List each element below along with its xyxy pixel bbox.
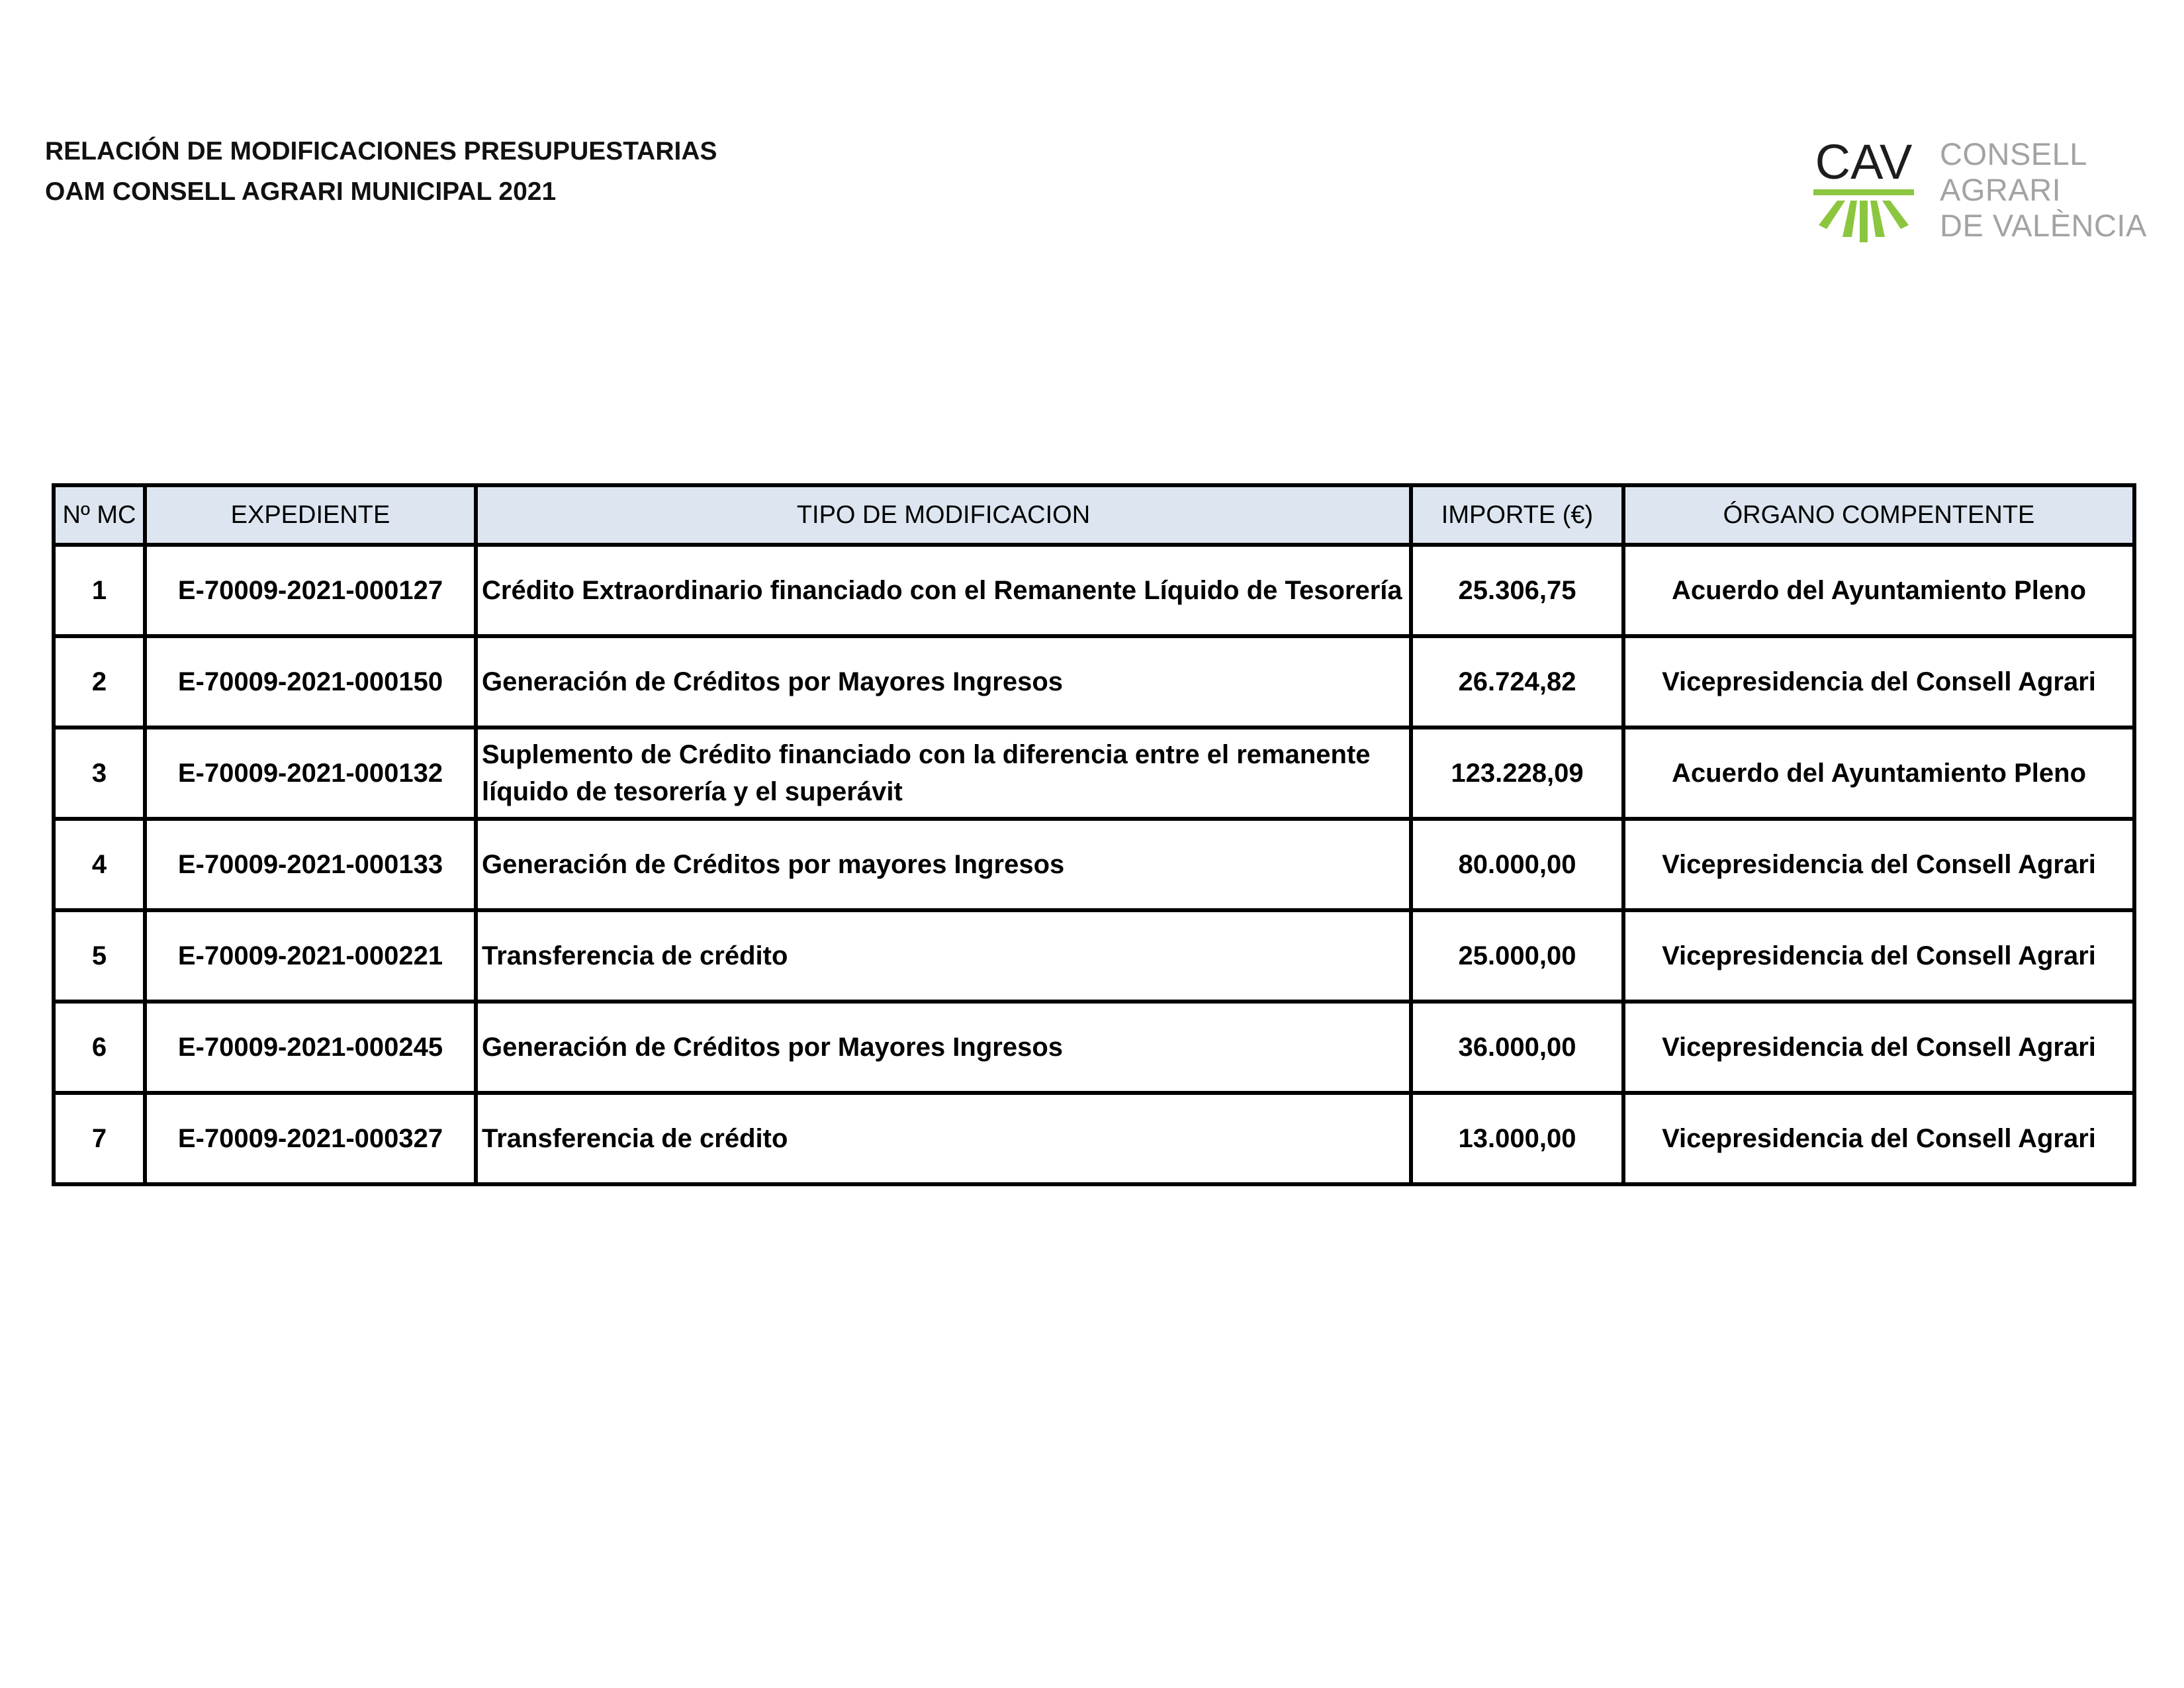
cell-expediente: E-70009-2021-000133 xyxy=(145,819,476,910)
cell-organo: Vicepresidencia del Consell Agrari xyxy=(1623,819,2134,910)
header-num: Nº MC xyxy=(54,485,145,545)
title-line-2: OAM CONSELL AGRARI MUNICIPAL 2021 xyxy=(45,177,557,206)
cell-organo: Vicepresidencia del Consell Agrari xyxy=(1623,910,2134,1002)
document-title xyxy=(45,131,717,212)
cell-importe: 25.306,75 xyxy=(1411,545,1623,636)
cell-tipo: Generación de Créditos por Mayores Ingresos xyxy=(476,1002,1411,1093)
title-line-1: RELACIÓN DE MODIFICACIONES PRESUPUESTARIAS xyxy=(45,137,717,165)
modifications-table xyxy=(52,483,2136,1186)
cell-organo: Vicepresidencia del Consell Agrari xyxy=(1623,1002,2134,1093)
cell-tipo: Generación de Créditos por mayores Ingresos xyxy=(476,819,1411,910)
table-header-row xyxy=(54,485,2134,545)
header-expediente: EXPEDIENTE xyxy=(145,485,476,545)
header-importe: IMPORTE (€) xyxy=(1411,485,1623,545)
header-organo: ÓRGANO COMPENTENTE xyxy=(1623,485,2134,545)
cell-importe: 26.724,82 xyxy=(1411,636,1623,727)
logo-line-2: AGRARI xyxy=(1940,172,2062,207)
cell-expediente: E-70009-2021-000221 xyxy=(145,910,476,1002)
cell-importe: 80.000,00 xyxy=(1411,819,1623,910)
table-row xyxy=(54,910,2134,1002)
header-tipo: TIPO DE MODIFICACION xyxy=(476,485,1411,545)
cell-importe: 13.000,00 xyxy=(1411,1093,1623,1184)
logo-line-1: CONSELL xyxy=(1940,136,2087,171)
cell-organo: Vicepresidencia del Consell Agrari xyxy=(1623,1093,2134,1184)
table-row xyxy=(54,1093,2134,1184)
cell-tipo: Transferencia de crédito xyxy=(476,1093,1411,1184)
cell-tipo: Transferencia de crédito xyxy=(476,910,1411,1002)
cell-tipo: Generación de Créditos por Mayores Ingresos xyxy=(476,636,1411,727)
table-row xyxy=(54,636,2134,727)
cell-importe: 25.000,00 xyxy=(1411,910,1623,1002)
cell-num: 4 xyxy=(54,819,145,910)
table-row xyxy=(54,1002,2134,1093)
cav-logo-icon xyxy=(1811,138,1917,244)
cell-num: 2 xyxy=(54,636,145,727)
table-row xyxy=(54,727,2134,819)
cell-tipo: Suplemento de Crédito financiado con la diferencia entre el remanente líquido de tesorería y el superávit xyxy=(476,727,1411,819)
cell-num: 6 xyxy=(54,1002,145,1093)
cell-organo: Acuerdo del Ayuntamiento Pleno xyxy=(1623,545,2134,636)
cell-expediente: E-70009-2021-000150 xyxy=(145,636,476,727)
cell-importe: 123.228,09 xyxy=(1411,727,1623,819)
cell-num: 3 xyxy=(54,727,145,819)
cell-organo: Acuerdo del Ayuntamiento Pleno xyxy=(1623,727,2134,819)
logo-wordmark xyxy=(1940,136,2147,244)
cell-expediente: E-70009-2021-000127 xyxy=(145,545,476,636)
cell-num: 1 xyxy=(54,545,145,636)
table-row xyxy=(54,819,2134,910)
cell-tipo: Crédito Extraordinario financiado con el Remanente Líquido de Tesorería xyxy=(476,545,1411,636)
cell-num: 5 xyxy=(54,910,145,1002)
logo-mark-text: CAV xyxy=(1815,138,1913,189)
logo-line-3: DE VALÈNCIA xyxy=(1940,208,2147,243)
cell-num: 7 xyxy=(54,1093,145,1184)
cell-expediente: E-70009-2021-000132 xyxy=(145,727,476,819)
table-row xyxy=(54,545,2134,636)
cell-organo: Vicepresidencia del Consell Agrari xyxy=(1623,636,2134,727)
cell-expediente: E-70009-2021-000327 xyxy=(145,1093,476,1184)
cav-logo xyxy=(1811,131,2155,244)
cell-expediente: E-70009-2021-000245 xyxy=(145,1002,476,1093)
cell-importe: 36.000,00 xyxy=(1411,1002,1623,1093)
